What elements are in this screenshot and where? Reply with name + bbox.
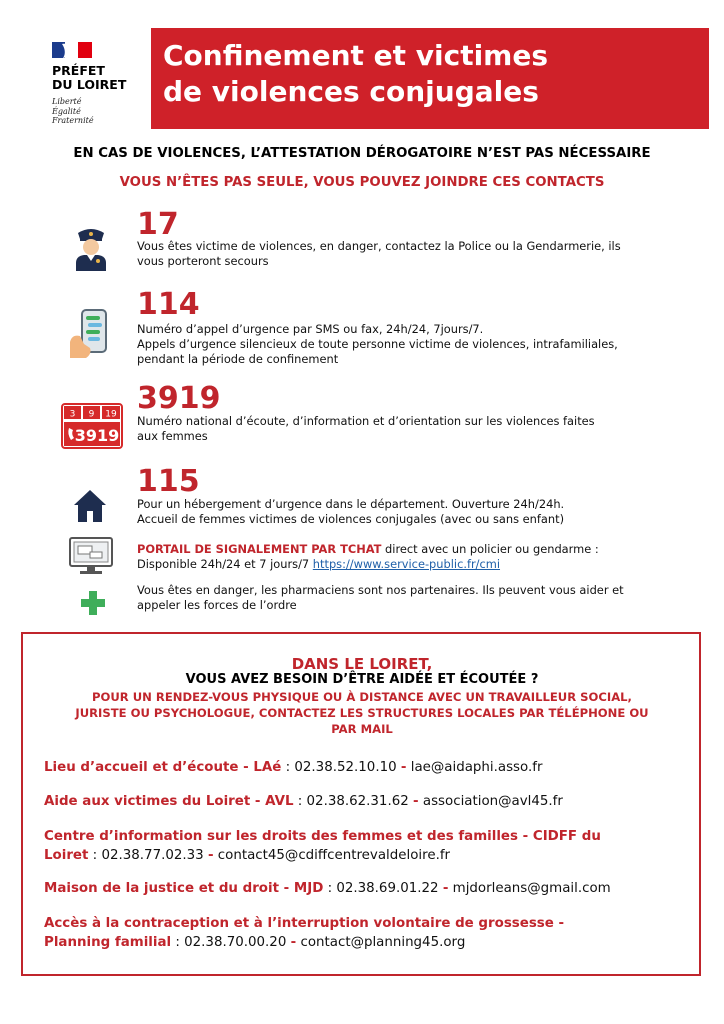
contact-3919-description	[137, 414, 677, 444]
contact-114-description	[137, 322, 677, 367]
loiret-intro	[30, 689, 694, 737]
entry-planning-name-2: Planning familial	[44, 935, 172, 950]
3919-logo-icon	[61, 403, 123, 449]
entry-lae-email[interactable]: lae@aidaphi.asso.fr	[410, 760, 543, 775]
entry-cidff: Centre d’information sur les droits des femmes et des familles - CIDFF du Loiret : 02.38.77.02.33 - contact45@cdiffcentrevaldeloire.fr	[44, 827, 684, 865]
entry-mjd-phone[interactable]: 02.38.69.01.22	[336, 881, 439, 896]
contact-17-line-2: vous porteront secours	[137, 254, 269, 268]
contact-115-line-1: Pour un hébergement d’urgence dans le département. Ouverture 24h/24h.	[137, 497, 565, 511]
entry-avl-name: Aide aux victimes du Loiret - AVL	[44, 794, 294, 809]
logo-line-1: PRÉFET	[52, 63, 105, 78]
computer-chat-icon	[68, 536, 114, 576]
service-public-link[interactable]: https://www.service-public.fr/cmi	[312, 557, 501, 571]
contact-115-description	[137, 497, 677, 527]
entry-cidff-name-2: Loiret	[44, 848, 89, 863]
entry-lae: Lieu d’accueil et d’écoute - LAé : 02.38.52.10.10 - lae@aidaphi.asso.fr	[44, 760, 543, 775]
sms-phone-icon	[68, 308, 112, 362]
entry-avl-email[interactable]: association@avl45.fr	[422, 794, 563, 809]
entry-mjd: Maison de la justice et du droit - MJD : 02.38.69.01.22 - mjdorleans@gmail.com	[44, 881, 611, 896]
logo-line-2: DU LOIRET	[52, 77, 127, 92]
pharmacy-line-2: appeler les forces de l’ordre	[137, 598, 297, 612]
contact-17-description	[137, 239, 677, 269]
tchat-text-1: direct avec un policier ou gendarme :	[381, 542, 599, 556]
devise-fraternite: Fraternité	[52, 116, 94, 125]
entry-planning-phone[interactable]: 02.38.70.00.20	[184, 935, 287, 950]
pharmacy-cross-icon	[80, 590, 106, 616]
entry-cidff-email[interactable]: contact45@cdiffcentrevaldeloire.fr	[217, 848, 451, 863]
house-icon	[72, 488, 108, 524]
entry-mjd-email[interactable]: mjdorleans@gmail.com	[452, 881, 611, 896]
devise-liberte: Liberté	[52, 97, 82, 106]
entry-lae-name: Lieu d’accueil et d’écoute - LAé	[44, 760, 282, 775]
tchat-text-2: Disponible 24h/24 et 7 jours/7	[137, 557, 313, 571]
title-line-1: Confinement et victimes	[163, 39, 549, 72]
contact-3919-line-1: Numéro national d’écoute, d’information et d’orientation sur les violences faites	[137, 414, 595, 428]
loiret-subheading: VOUS AVEZ BESOIN D’ÊTRE AIDÉE ET ÉCOUTÉE ?	[185, 672, 539, 687]
contact-3919-line-2: aux femmes	[137, 429, 208, 443]
entry-cidff-name-1: Centre d’information sur les droits des femmes et des familles - CIDFF du	[44, 829, 601, 844]
contact-114-line-3: pendant la période de confinement	[137, 352, 339, 366]
page-title	[163, 38, 548, 110]
entry-avl: Aide aux victimes du Loiret - AVL : 02.38.62.31.62 - association@avl45.fr	[44, 794, 563, 809]
contact-115-line-2: Accueil de femmes victimes de violences conjugales (avec ou sans enfant)	[137, 512, 565, 526]
devise-egalite: Égalité	[52, 106, 81, 116]
contact-3919-number: 3919	[137, 381, 221, 416]
entry-mjd-name: Maison de la justice et du droit - MJD	[44, 881, 324, 896]
contact-17-line-1: Vous êtes victime de violences, en danger, contactez la Police ou la Gendarmerie, ils	[137, 239, 621, 253]
title-banner	[151, 28, 709, 129]
contacts-intro: VOUS N’ÊTES PAS SEULE, VOUS POUVEZ JOINDRE CES CONTACTS	[119, 175, 605, 190]
entry-lae-phone[interactable]: 02.38.52.10.10	[294, 760, 397, 775]
entry-planning: Accès à la contraception et à l’interruption volontaire de grossesse - Planning familial : 02.38.70.00.20 - contact@planning45.org	[44, 914, 684, 952]
badge-digit-2: 9	[88, 409, 95, 420]
tchat-description	[137, 542, 697, 572]
police-officer-icon	[72, 225, 110, 271]
entry-planning-name-1: Accès à la contraception et à l’interruption volontaire de grossesse -	[44, 916, 565, 931]
entry-cidff-phone[interactable]: 02.38.77.02.33	[101, 848, 204, 863]
loiret-heading: DANS LE LOIRET,	[291, 655, 433, 673]
contact-114-number: 114	[137, 287, 200, 322]
marianne-flag-icon	[52, 40, 92, 60]
contact-114-line-1: Numéro d’appel d’urgence par SMS ou fax, 24h/24, 7jours/7.	[137, 322, 484, 336]
loiret-intro-line-1: POUR UN RENDEZ-VOUS PHYSIQUE OU À DISTANCE AVEC UN TRAVAILLEUR SOCIAL,	[92, 690, 632, 704]
loiret-intro-line-3: PAR MAIL	[331, 722, 393, 736]
pharmacy-description	[137, 583, 697, 613]
contact-17-number: 17	[137, 207, 179, 242]
badge-number: 3919	[74, 426, 120, 445]
title-line-2: de violences conjugales	[163, 75, 539, 108]
contact-115-number: 115	[137, 464, 200, 499]
pharmacy-line-1: Vous êtes en danger, les pharmaciens sont nos partenaires. Ils peuvent vous aider et	[137, 583, 624, 597]
badge-digit-3: 19	[105, 409, 117, 420]
prefet-logo	[52, 40, 142, 126]
entry-avl-phone[interactable]: 02.38.62.31.62	[306, 794, 409, 809]
entry-planning-email[interactable]: contact@planning45.org	[300, 935, 466, 950]
badge-digit-1: 3	[69, 409, 76, 420]
attestation-notice: EN CAS DE VIOLENCES, L’ATTESTATION DÉROGATOIRE N’EST PAS NÉCESSAIRE	[73, 146, 651, 161]
tchat-title: PORTAIL DE SIGNALEMENT PAR TCHAT	[137, 542, 382, 556]
loiret-intro-line-2: JURISTE OU PSYCHOLOGUE, CONTACTEZ LES STRUCTURES LOCALES PAR TÉLÉPHONE OU	[75, 706, 649, 720]
contact-114-line-2: Appels d’urgence silencieux de toute personne victime de violences, intrafamiliales,	[137, 337, 618, 351]
